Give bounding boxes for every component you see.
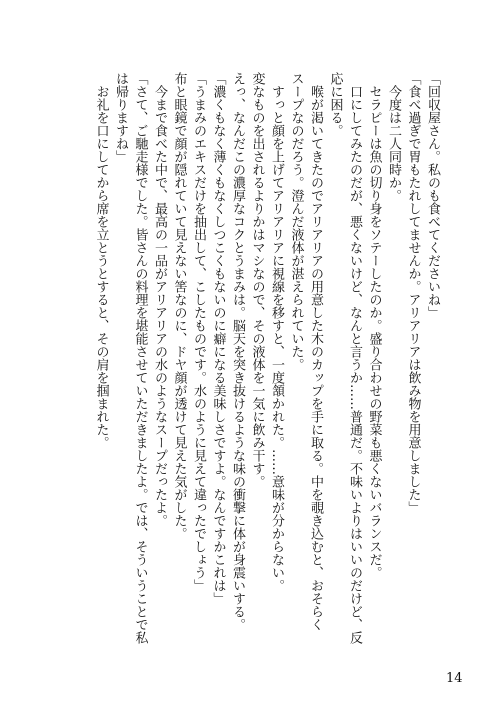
text-line: スープなのだろう。澄んだ液体が湛えられていた。 (288, 72, 304, 371)
text-line: 今度は二人同時か。 (386, 85, 401, 202)
text-line: えっ、なんだこの濃厚なコクとうまみは。脳天を突き抜けるような味の衝撃に体が身震いする。 (230, 72, 245, 631)
text-line: 変なものを出されるよりかはマシなので、その液体を一気に飲み干す。 (249, 72, 265, 488)
text-line: 応に困る。 (327, 72, 343, 137)
text-line: 「食べ過ぎで胃もたれしてませんか。アリアリアは飲み物を用意しました」 (405, 72, 421, 514)
text-line: すっと顔を上げてアリアリアに視線を移すと、一度頷かれた。……意味が分からない。 (269, 85, 284, 592)
body-text (91, 72, 442, 644)
text-line: 「濃くもなく薄くもなくしつこくもないのに癖になる美味しさですよ。なんですかこれは」 (210, 72, 226, 605)
text-line: 「さて、ご馳走様でした。皆さんの料理を堪能させていただきましたよ。では、そういうことで私 (132, 72, 148, 644)
text-line: 今まで食べた中で、最高の一品がアリアリアの水のようなスープだったよ。 (152, 85, 167, 527)
text-line: セラピーは魚の切り身をソテーしたのか。盛り合わせの野菜も悪くないバランスだ。 (366, 85, 382, 579)
text-line: 喉が渇いてきたのでアリアリアの用意した木のカップを手に取る。中を覗き込むと、おそらく (308, 85, 323, 631)
text-line: は帰りますね」 (113, 72, 128, 163)
text-line: お礼を口にしてから席を立とうとすると、その肩を掴まれた。 (93, 85, 109, 449)
text-line: 「うまみのエキスだけを抽出して、こしたものです。水のように見えて違ったでしょう」 (191, 72, 206, 592)
text-line: 「回収屋さん。私のも食べてくださいね」 (425, 72, 440, 319)
page-number: 14 (446, 671, 463, 686)
text-line: 布と眼鏡で顔が隠れていて見えない筈なのに、ドヤ顔が透けて見えた気がした。 (171, 72, 187, 540)
text-line: 口にしてみたのだが、悪くないけど、なんと言うか……普通だ。不味いよりはいいのだけど、反 (347, 85, 362, 644)
